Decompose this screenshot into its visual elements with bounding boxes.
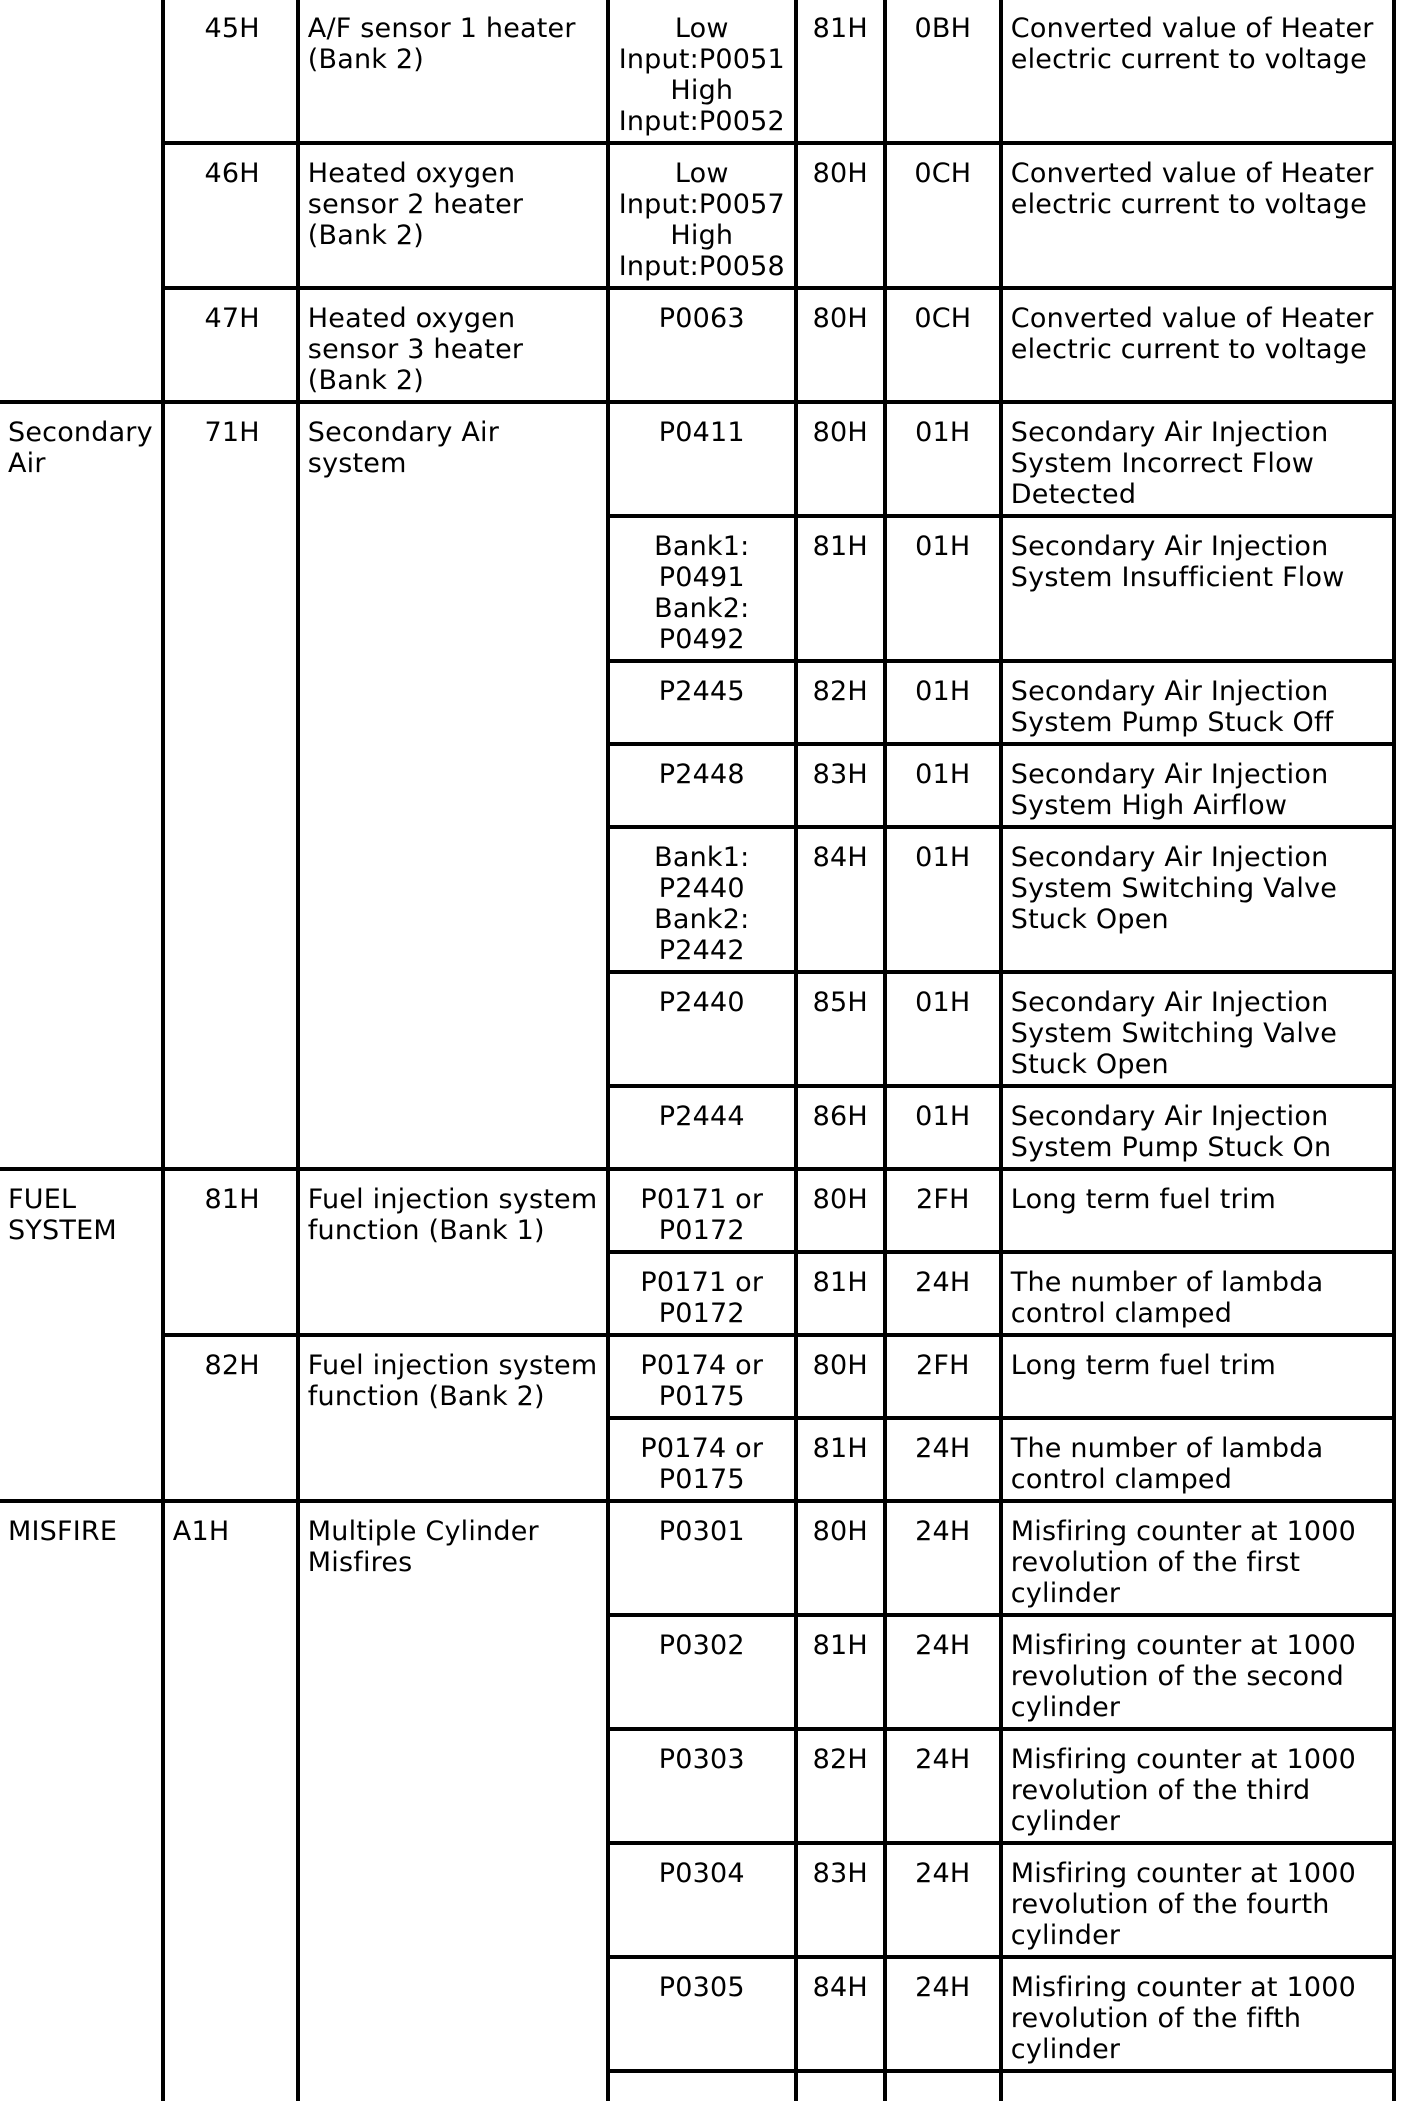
- meaning-cell: Misfiring counter at 1000 revolution of the second cylinder: [1001, 1615, 1394, 1729]
- empty-cell: [796, 2071, 885, 2101]
- component-id-cell: 82H: [796, 661, 885, 744]
- component-id-cell: 80H: [796, 1169, 885, 1252]
- unit-scaling-cell: 0BH: [885, 0, 1001, 143]
- dtc-cell: P2440: [608, 972, 796, 1086]
- dtc-cell: P0411: [608, 402, 796, 516]
- unit-scaling-cell: 24H: [885, 1501, 1001, 1615]
- meaning-cell: Secondary Air Injection System High Airflow: [1001, 744, 1394, 827]
- dtc-cell: P0174 or P0175: [608, 1335, 796, 1418]
- dtc-cell: P0174 or P0175: [608, 1418, 796, 1501]
- meaning-cell: Secondary Air Injection System Pump Stuck On: [1001, 1086, 1394, 1169]
- dtc-cell: P0171 or P0172: [608, 1252, 796, 1335]
- table-row: [0, 0, 1394, 143]
- dtc-cell: Bank1: P2440 Bank2: P2442: [608, 827, 796, 972]
- unit-scaling-cell: 0CH: [885, 288, 1001, 402]
- test-id-cell: A1H: [163, 1501, 298, 2101]
- unit-scaling-cell: 24H: [885, 1418, 1001, 1501]
- test-id-cell: 71H: [163, 402, 298, 1169]
- dtc-cell: P0063: [608, 288, 796, 402]
- dtc-cell: P0305: [608, 1957, 796, 2071]
- dtc-cell: P0301: [608, 1501, 796, 1615]
- empty-cell: [608, 2071, 796, 2101]
- meaning-cell: Misfiring counter at 1000 revolution of the fourth cylinder: [1001, 1843, 1394, 1957]
- component-id-cell: 81H: [796, 1418, 885, 1501]
- group-cell: MISFIRE: [0, 1501, 163, 2101]
- test-id-cell: 46H: [163, 143, 298, 288]
- unit-scaling-cell: 24H: [885, 1729, 1001, 1843]
- unit-scaling-cell: 01H: [885, 972, 1001, 1086]
- dtc-cell: Bank1: P0491 Bank2: P0492: [608, 516, 796, 661]
- component-id-cell: 84H: [796, 827, 885, 972]
- unit-scaling-cell: 24H: [885, 1252, 1001, 1335]
- test-id-cell: 82H: [163, 1335, 298, 1501]
- table-row: [0, 288, 1394, 402]
- component-id-cell: 80H: [796, 1335, 885, 1418]
- test-id-cell: 47H: [163, 288, 298, 402]
- component-id-cell: 84H: [796, 1957, 885, 2071]
- table-row: [0, 1169, 1394, 1252]
- description-cell: Heated oxygen sensor 3 heater (Bank 2): [298, 288, 608, 402]
- meaning-cell: Converted value of Heater electric current to voltage: [1001, 288, 1394, 402]
- empty-cell: [1001, 2071, 1394, 2101]
- dtc-cell: P0171 or P0172: [608, 1169, 796, 1252]
- meaning-cell: Secondary Air Injection System Pump Stuck Off: [1001, 661, 1394, 744]
- meaning-cell: Misfiring counter at 1000 revolution of the third cylinder: [1001, 1729, 1394, 1843]
- dtc-cell: Low Input:P0051 High Input:P0052: [608, 0, 796, 143]
- dtc-cell: Low Input:P0057 High Input:P0058: [608, 143, 796, 288]
- unit-scaling-cell: 0CH: [885, 143, 1001, 288]
- meaning-cell: Long term fuel trim: [1001, 1169, 1394, 1252]
- unit-scaling-cell: 01H: [885, 402, 1001, 516]
- table-row: [0, 1501, 1394, 1615]
- unit-scaling-cell: 01H: [885, 827, 1001, 972]
- meaning-cell: Converted value of Heater electric current to voltage: [1001, 0, 1394, 143]
- meaning-cell: The number of lambda control clamped: [1001, 1252, 1394, 1335]
- unit-scaling-cell: 01H: [885, 516, 1001, 661]
- dtc-cell: P2444: [608, 1086, 796, 1169]
- dtc-cell: P2445: [608, 661, 796, 744]
- component-id-cell: 80H: [796, 288, 885, 402]
- meaning-cell: Misfiring counter at 1000 revolution of the fifth cylinder: [1001, 1957, 1394, 2071]
- meaning-cell: Misfiring counter at 1000 revolution of the first cylinder: [1001, 1501, 1394, 1615]
- group-cell: FUEL SYSTEM: [0, 1169, 163, 1501]
- unit-scaling-cell: 01H: [885, 661, 1001, 744]
- component-id-cell: 83H: [796, 744, 885, 827]
- test-id-cell: 45H: [163, 0, 298, 143]
- group-cell: [0, 0, 163, 402]
- meaning-cell: The number of lambda control clamped: [1001, 1418, 1394, 1501]
- component-id-cell: 80H: [796, 143, 885, 288]
- unit-scaling-cell: 01H: [885, 744, 1001, 827]
- dtc-cell: P0303: [608, 1729, 796, 1843]
- dtc-cell: P0304: [608, 1843, 796, 1957]
- table-row: [0, 143, 1394, 288]
- group-cell: Secondary Air: [0, 402, 163, 1169]
- unit-scaling-cell: 01H: [885, 1086, 1001, 1169]
- description-cell: Multiple Cylinder Misfires: [298, 1501, 608, 2101]
- component-id-cell: 81H: [796, 0, 885, 143]
- component-id-cell: 83H: [796, 1843, 885, 1957]
- component-id-cell: 86H: [796, 1086, 885, 1169]
- table-row: [0, 402, 1394, 516]
- description-cell: A/F sensor 1 heater (Bank 2): [298, 0, 608, 143]
- meaning-cell: Long term fuel trim: [1001, 1335, 1394, 1418]
- test-id-cell: 81H: [163, 1169, 298, 1335]
- meaning-cell: Secondary Air Injection System Switching Valve Stuck Open: [1001, 827, 1394, 972]
- component-id-cell: 81H: [796, 516, 885, 661]
- unit-scaling-cell: 2FH: [885, 1335, 1001, 1418]
- unit-scaling-cell: 24H: [885, 1957, 1001, 2071]
- unit-scaling-cell: 2FH: [885, 1169, 1001, 1252]
- table-row: [0, 1335, 1394, 1418]
- component-id-cell: 81H: [796, 1252, 885, 1335]
- component-id-cell: 81H: [796, 1615, 885, 1729]
- dtc-cell: P0302: [608, 1615, 796, 1729]
- component-id-cell: 80H: [796, 1501, 885, 1615]
- meaning-cell: Secondary Air Injection System Insufficient Flow: [1001, 516, 1394, 661]
- description-cell: Fuel injection system function (Bank 2): [298, 1335, 608, 1501]
- meaning-cell: Secondary Air Injection System Incorrect Flow Detected: [1001, 402, 1394, 516]
- dtc-cell: P2448: [608, 744, 796, 827]
- unit-scaling-cell: 24H: [885, 1615, 1001, 1729]
- component-id-cell: 82H: [796, 1729, 885, 1843]
- meaning-cell: Converted value of Heater electric current to voltage: [1001, 143, 1394, 288]
- description-cell: Fuel injection system function (Bank 1): [298, 1169, 608, 1335]
- empty-cell: [885, 2071, 1001, 2101]
- meaning-cell: Secondary Air Injection System Switching Valve Stuck Open: [1001, 972, 1394, 1086]
- unit-scaling-cell: 24H: [885, 1843, 1001, 1957]
- component-id-cell: 80H: [796, 402, 885, 516]
- description-cell: Heated oxygen sensor 2 heater (Bank 2): [298, 143, 608, 288]
- component-id-cell: 85H: [796, 972, 885, 1086]
- description-cell: Secondary Air system: [298, 402, 608, 1169]
